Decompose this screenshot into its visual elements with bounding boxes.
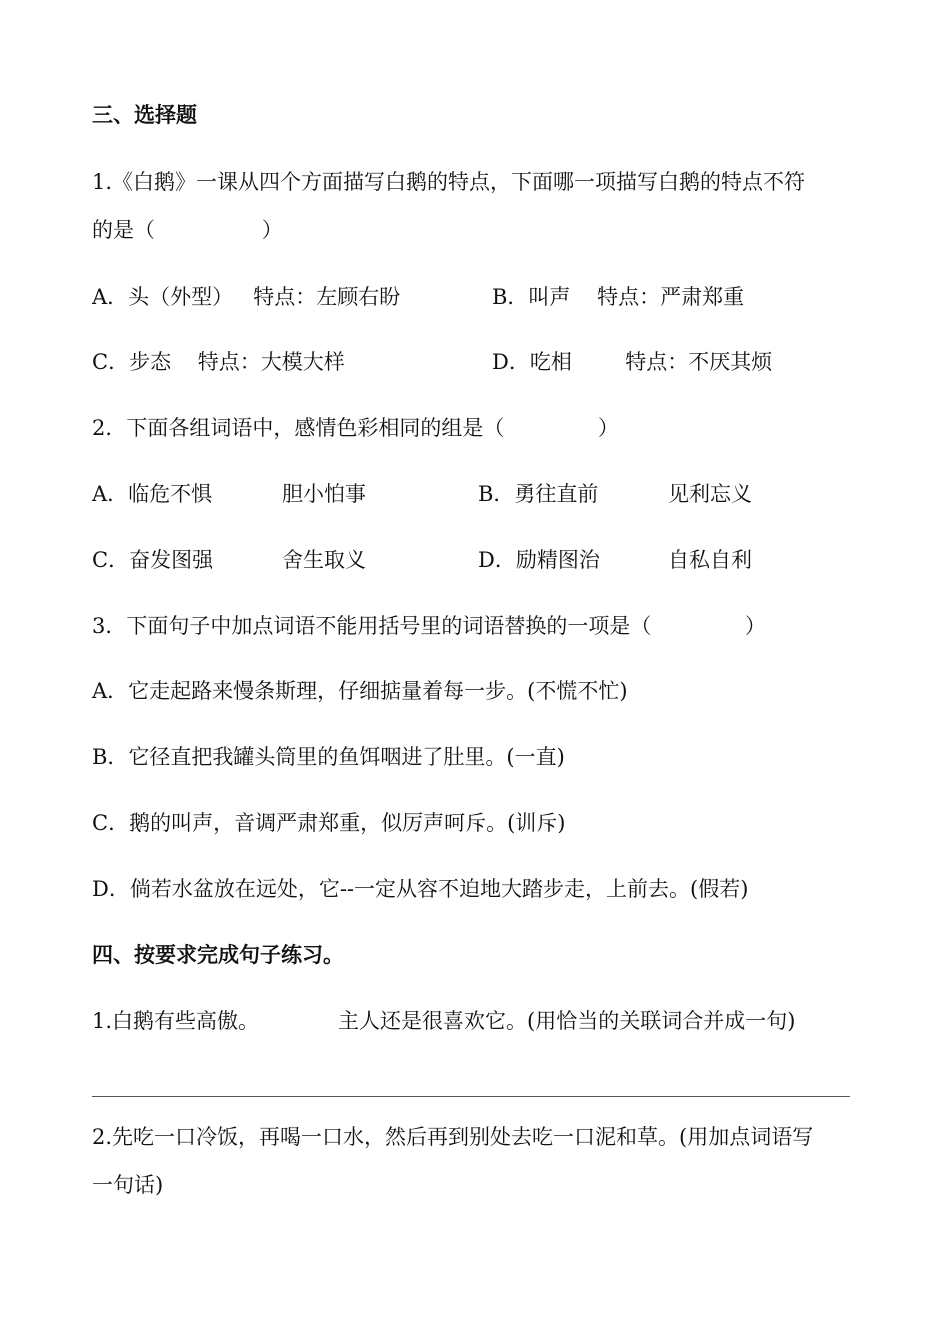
answer-line[interactable] — [92, 1096, 850, 1097]
question-3-option-b: B．它径直把我罐头筒里的鱼饵咽进了肚里。(一直) — [92, 745, 565, 769]
exercise-2-line2: 一句话) — [92, 1173, 164, 1197]
question-3-option-d: D．倘若水盆放在远处，它--一定从容不迫地大踏步走，上前去。(假若) — [92, 877, 749, 901]
question-1-stem-line2: 的是（ ） — [92, 218, 283, 242]
section-4-heading: 四、按要求完成句子练习。 — [92, 942, 344, 967]
exercise-1-sentence-part2: 主人还是很喜欢它。(用恰当的关联词合并成一句) — [338, 1009, 796, 1033]
question-3-option-c: C．鹅的叫声，音调严肃郑重，似厉声呵斥。(训斥) — [92, 811, 566, 835]
exercise-2-line1: 2.先吃一口冷饭，再喝一口水，然后再到别处去吃一口泥和草。(用加点词语写 — [92, 1125, 814, 1149]
question-2-option-b-word2: 见利忘义 — [668, 482, 752, 506]
question-2-option-d-word2: 自私自利 — [668, 548, 752, 572]
section-3-heading: 三、选择题 — [92, 102, 197, 127]
question-1-stem-line1: 1.《白鹅》一课从四个方面描写白鹅的特点，下面哪一项描写白鹅的特点不符 — [92, 170, 806, 194]
question-2-option-c-word2: 舍生取义 — [282, 548, 366, 572]
question-2-option-c: C．奋发图强 — [92, 548, 214, 572]
question-1-option-a: A．头（外型） 特点：左顾右盼 — [92, 285, 401, 309]
question-1-option-c: C．步态 特点：大模大样 — [92, 350, 345, 374]
question-2-option-a-word2: 胆小怕事 — [282, 482, 366, 506]
question-2-stem: 2．下面各组词语中，感情色彩相同的组是（ ） — [92, 416, 619, 440]
question-2-option-a: A．临危不惧 — [92, 482, 213, 506]
question-3-stem: 3．下面句子中加点词语不能用括号里的词语替换的一项是（ ） — [92, 614, 766, 638]
question-2-option-b: B．勇往直前 — [478, 482, 599, 506]
question-2-option-d: D．励精图治 — [478, 548, 600, 572]
question-1-option-b: B．叫声 特点：严肃郑重 — [492, 285, 745, 309]
question-3-option-a: A．它走起路来慢条斯理，仔细掂量着每一步。(不慌不忙) — [92, 679, 628, 703]
question-1-option-d: D．吃相 特点：不厌其烦 — [492, 350, 773, 374]
exercise-1-sentence-part1: 1.白鹅有些高傲。 — [92, 1009, 260, 1033]
